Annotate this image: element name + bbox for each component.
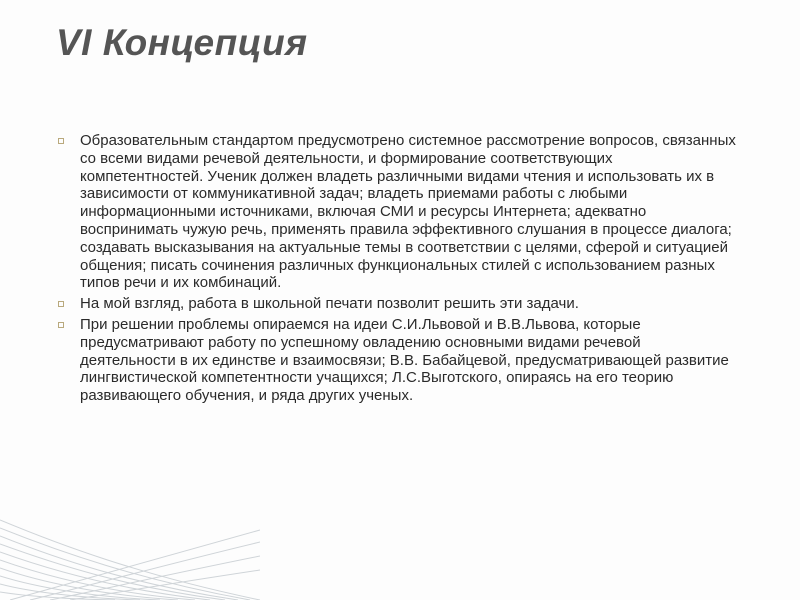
bullet-text: На мой взгляд, работа в школьной печати позволит решить эти задачи.: [80, 295, 579, 313]
square-bullet-icon: [58, 322, 64, 328]
bullet-text: Образовательным стандартом предусмотрено системное рассмотрение вопросов, связанных со всеми видами речевой деятельности, и формирование соответствующих компетентностей. Ученик должен владеть различными видами чтения и использовать их в зависимости от коммуникативной задач; владеть приемами работы с любыми информационными источниками, включая СМИ и ресурсы Интернета; адекватно воспринимать чужую речь, применять правила эффективного слушания в процессе диалога; создавать высказывания на актуальные темы в соответствии с целями, сферой и ситуацией общения; писать сочинения различных функциональных стилей с использованием разных типов речи и их комбинаций.: [80, 132, 736, 292]
bullet-item: [58, 295, 738, 313]
decorative-corner-lines: [0, 490, 260, 600]
slide-title: VI Концепция: [56, 22, 308, 63]
bullet-item: [58, 316, 738, 405]
square-bullet-icon: [58, 301, 64, 307]
bullet-item: [58, 132, 738, 292]
bullet-list: [58, 132, 738, 408]
bullet-text: При решении проблемы опираемся на идеи С.И.Львовой и В.В.Львова, которые предусматривают работу по успешному овладению основными видами речевой деятельности в их единстве и взаимосвязи; В.В. Бабайцевой, предусматривающей развитие лингвистической компетентности учащихся; Л.С.Выготского, опираясь на его теорию развивающего обучения, и ряда других ученых.: [80, 315, 729, 405]
square-bullet-icon: [58, 138, 64, 144]
